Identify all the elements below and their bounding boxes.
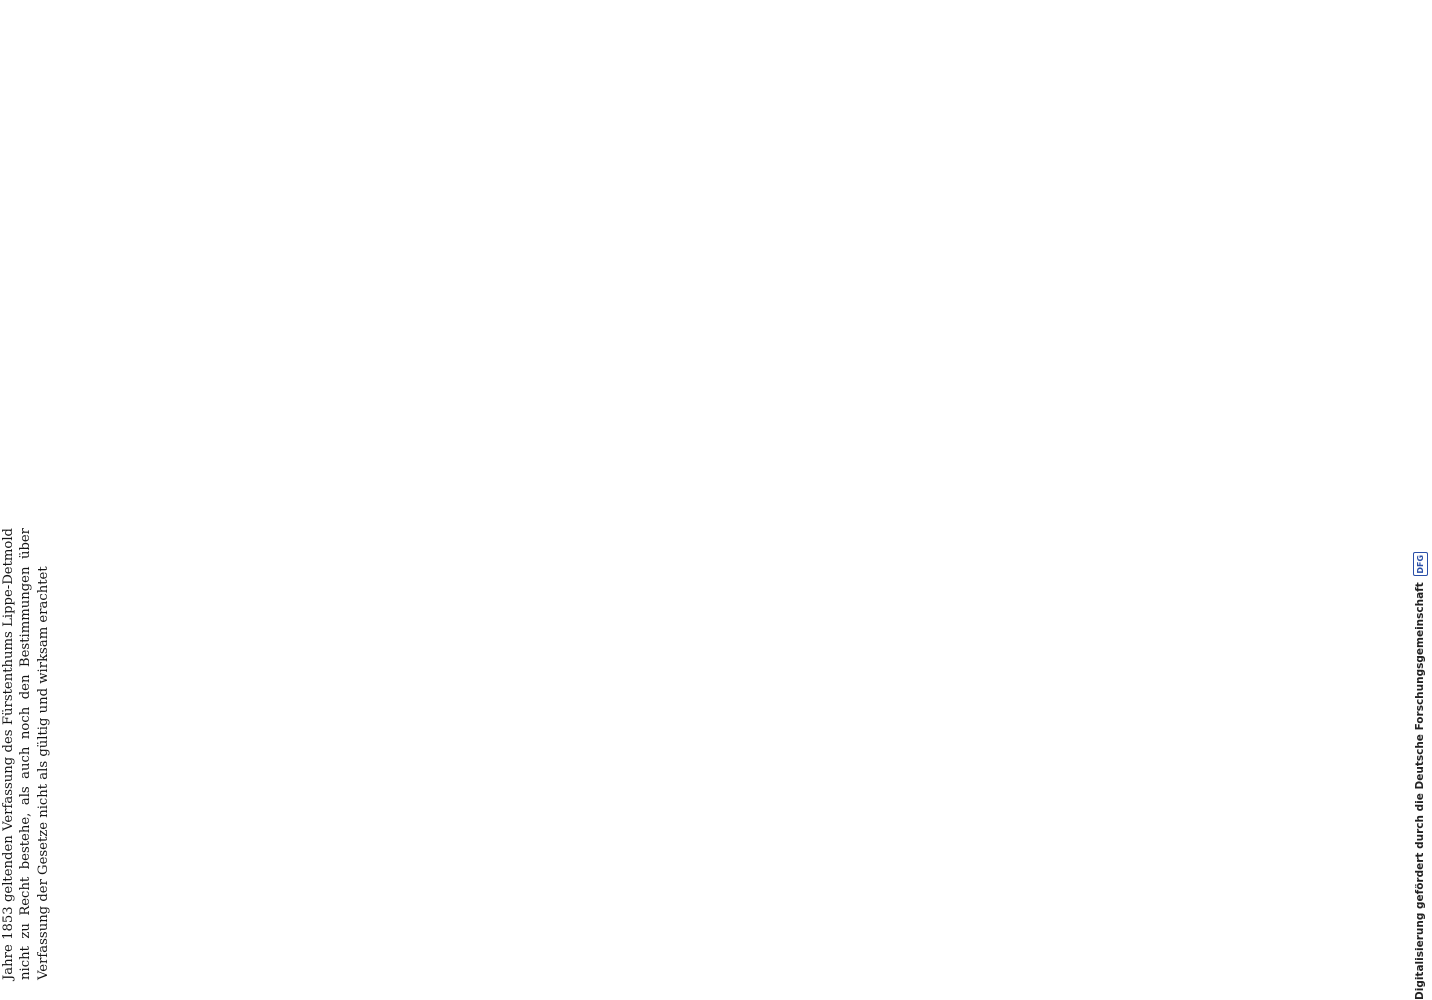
digitization-footer — [1408, 0, 1430, 1000]
digitization-note: Digitalisierung gefördert durch die Deutsche Forschungsgemeinschaft — [1414, 582, 1426, 1000]
footer-line — [1410, 0, 1430, 1000]
paragraph: Jahre 1853 geltenden Verfassung des Fürstenthums Lippe-Detmold nicht zu Recht bestehe, als auch noch den Bestimmungen über Verfassung der Gesetze nicht als gültig und wirksam erachtet — [1, 528, 51, 980]
dfg-logo-icon: DFG — [1413, 552, 1428, 576]
